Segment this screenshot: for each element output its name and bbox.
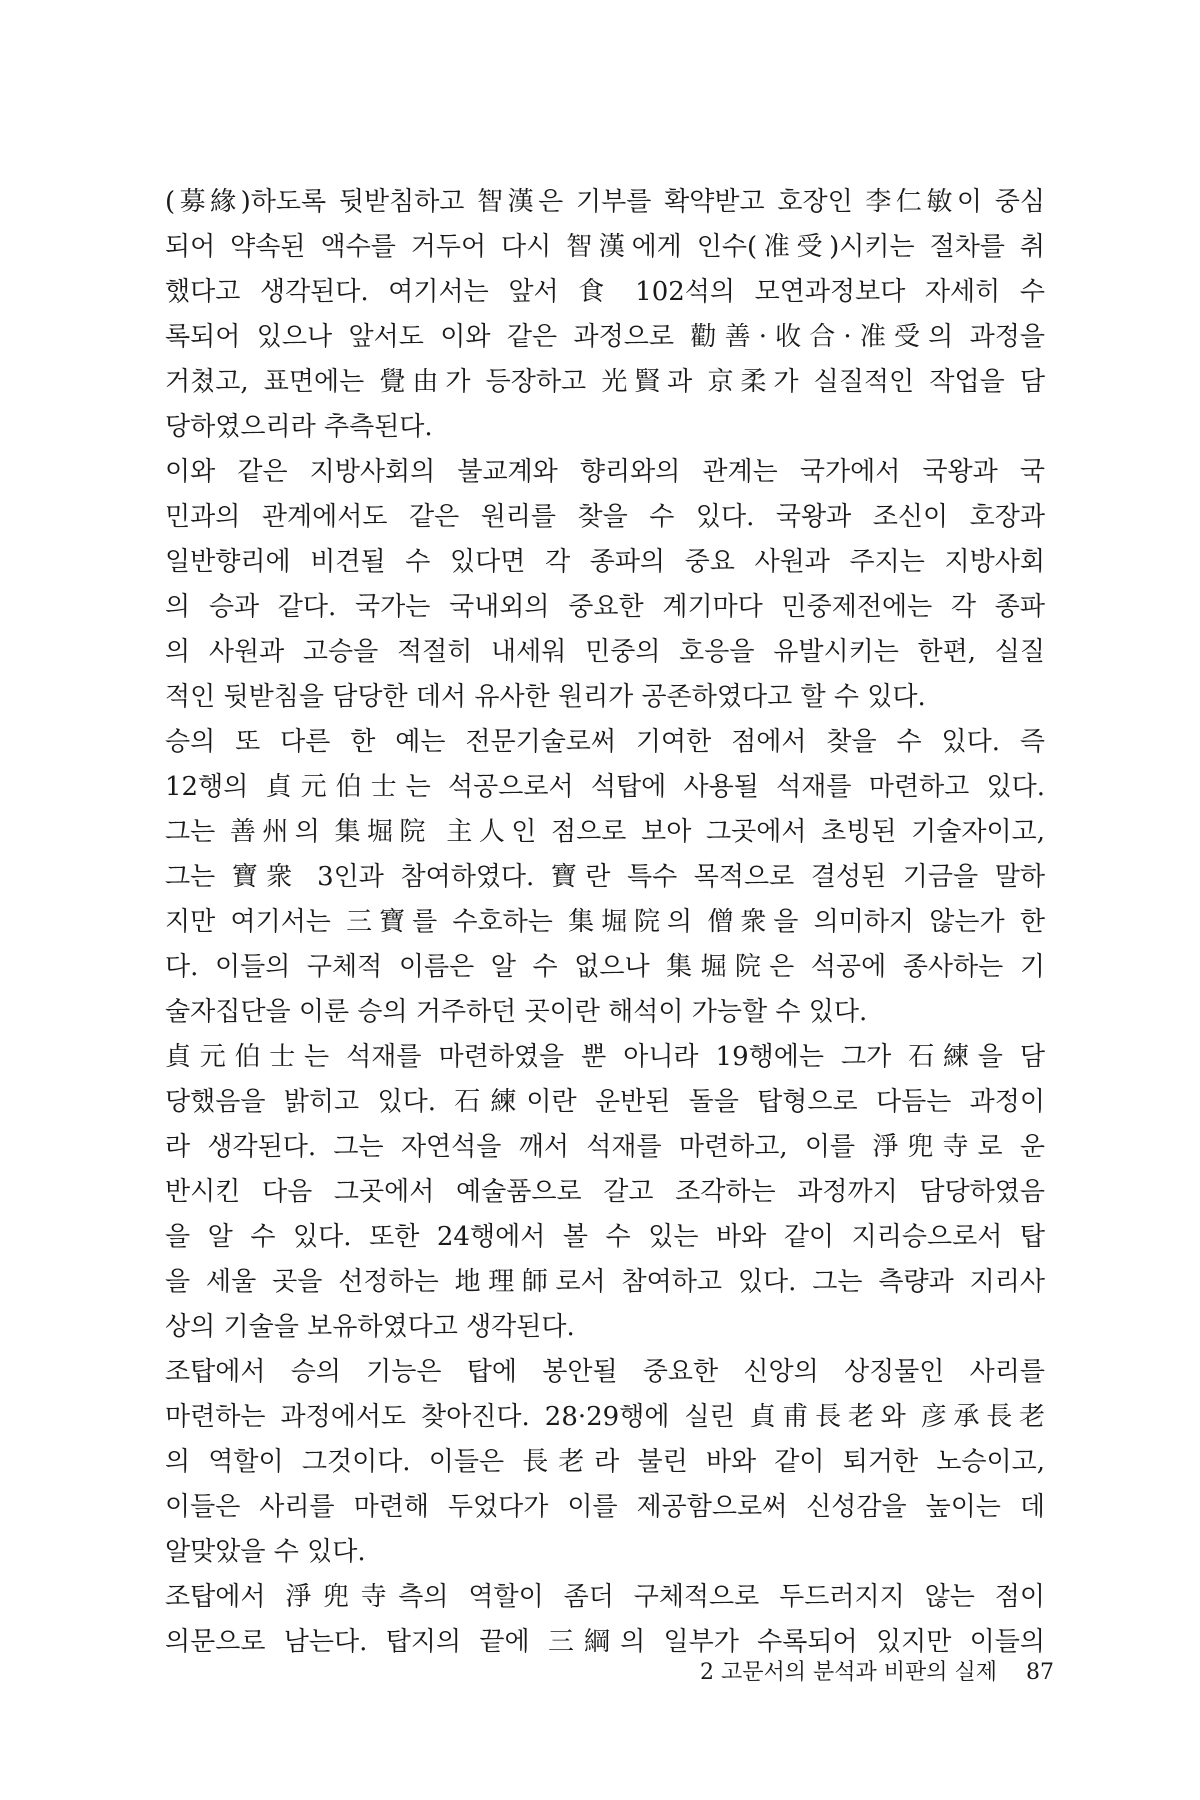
text-line: 민과의 관계에서도 같은 원리를 찾을 수 있다. 국왕과 조신이 호장과	[165, 502, 1045, 532]
text-line: 상의 기술을 보유하였다고 생각된다.	[165, 1312, 575, 1342]
text-line: 조탑에서 승의 기능은 탑에 봉안될 중요한 신앙의 상징물인 사리를	[165, 1357, 1045, 1387]
text-line: 의 사원과 고승을 적절히 내세워 민중의 호응을 유발시키는 한편, 실질	[165, 637, 1045, 667]
paragraph-4	[165, 1035, 1045, 1350]
text-line: 록되어 있으나 앞서도 이와 같은 과정으로 勸善·收合·准受의 과정을	[165, 322, 1045, 352]
text-line: 을 세울 곳을 선정하는 地理師로서 참여하고 있다. 그는 측량과 지리사	[165, 1267, 1045, 1297]
text-line: 다. 이들의 구체적 이름은 알 수 없으나 集堀院은 석공에 종사하는 기	[165, 952, 1045, 982]
text-line: (募緣)하도록 뒷받침하고 智漢은 기부를 확약받고 호장인 李仁敏이 중심	[165, 187, 1045, 217]
text-line: 술자집단을 이룬 승의 거주하던 곳이란 해석이 가능할 수 있다.	[165, 997, 868, 1027]
text-line: 당했음을 밝히고 있다. 石練이란 운반된 돌을 탑형으로 다듬는 과정이	[165, 1087, 1045, 1117]
text-line: 승의 또 다른 한 예는 전문기술로써 기여한 점에서 찾을 수 있다. 즉	[165, 727, 1045, 757]
text-line: 이들은 사리를 마련해 두었다가 이를 제공함으로써 신성감을 높이는 데	[165, 1492, 1045, 1522]
text-line: 그는 寶衆 3인과 참여하였다. 寶란 특수 목적으로 결성된 기금을 말하	[165, 862, 1045, 892]
text-line: 이와 같은 지방사회의 불교계와 향리와의 관계는 국가에서 국왕과 국	[165, 457, 1045, 487]
text-line: 거쳤고, 표면에는 覺由가 등장하고 光賢과 京柔가 실질적인 작업을 담	[165, 367, 1045, 397]
text-line: 마련하는 과정에서도 찾아진다. 28·29행에 실린 貞甫長老와 彦承長老	[165, 1402, 1045, 1432]
text-line: 을 알 수 있다. 또한 24행에서 볼 수 있는 바와 같이 지리승으로서 탑	[165, 1222, 1045, 1252]
text-line: 되어 약속된 액수를 거두어 다시 智漢에게 인수(准受)시키는 절차를 취	[165, 232, 1045, 262]
paragraph-5	[165, 1350, 1045, 1575]
text-line: 의 역할이 그것이다. 이들은 長老라 불린 바와 같이 퇴거한 노승이고,	[165, 1447, 1045, 1477]
text-line: 조탑에서 淨兜寺측의 역할이 좀더 구체적으로 두드러지지 않는 점이	[165, 1582, 1045, 1612]
text-line: 지만 여기서는 三寶를 수호하는 集堀院의 僧衆을 의미하지 않는가 한	[165, 907, 1045, 937]
text-line: 당하였으리라 추측된다.	[165, 412, 433, 442]
text-line: 貞元伯士는 석재를 마련하였을 뿐 아니라 19행에는 그가 石練을 담	[165, 1042, 1045, 1072]
text-line: 의문으로 남는다. 탑지의 끝에 三綱의 일부가 수록되어 있지만 이들의	[165, 1627, 1045, 1657]
text-line: 적인 뒷받침을 담당한 데서 유사한 원리가 공존하였다고 할 수 있다.	[165, 682, 926, 712]
text-line: 라 생각된다. 그는 자연석을 깨서 석재를 마련하고, 이를 淨兜寺로 운	[165, 1132, 1045, 1162]
text-line: 의 승과 같다. 국가는 국내외의 중요한 계기마다 민중제전에는 각 종파	[165, 592, 1045, 622]
page-number: 87	[1026, 1660, 1055, 1685]
running-footer	[700, 1658, 1055, 1688]
paragraph-3	[165, 720, 1045, 1035]
text-line: 반시킨 다음 그곳에서 예술품으로 갈고 조각하는 과정까지 담당하였음	[165, 1177, 1045, 1207]
text-line: 그는 善州의 集堀院 主人인 점으로 보아 그곳에서 초빙된 기술자이고,	[165, 817, 1045, 847]
text-line: 12행의 貞元伯士는 석공으로서 석탑에 사용될 석재를 마련하고 있다.	[165, 772, 1045, 802]
paragraph-2	[165, 450, 1045, 720]
text-line: 알맞았을 수 있다.	[165, 1537, 366, 1567]
paragraph-1	[165, 180, 1045, 450]
text-line: 일반향리에 비견될 수 있다면 각 종파의 중요 사원과 주지는 지방사회	[165, 547, 1045, 577]
page-body	[165, 180, 1045, 1740]
footer-chapter-title: 고문서의 분석과 비판의 실제	[721, 1660, 998, 1685]
footer-chapter-number: 2	[700, 1660, 714, 1685]
paragraph-6	[165, 1575, 1045, 1665]
text-line: 했다고 생각된다. 여기서는 앞서 食 102석의 모연과정보다 자세히 수	[165, 277, 1045, 307]
